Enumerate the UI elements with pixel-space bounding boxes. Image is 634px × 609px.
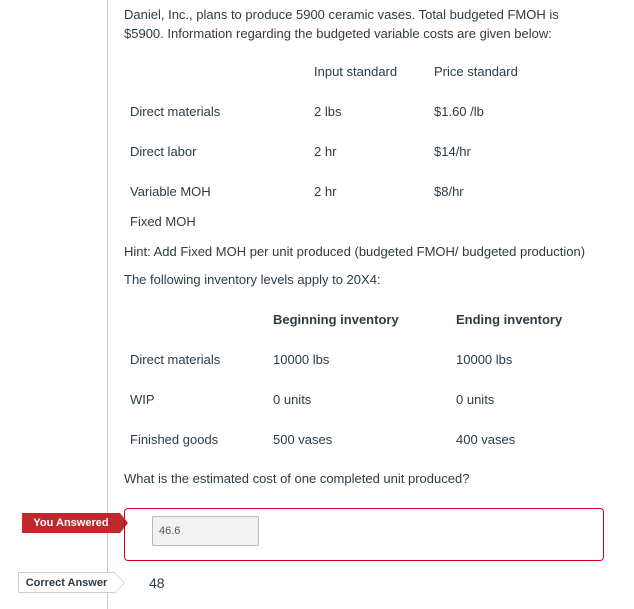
you-answered-label: You Answered [33, 517, 109, 529]
cell-input-direct-materials: 2 lbs [314, 104, 342, 119]
inv-end-finished-goods: 400 vases [456, 432, 516, 447]
correct-answer-value: 48 [149, 575, 165, 591]
inv-begin-direct-materials: 10000 lbs [273, 352, 330, 367]
cell-price-direct-labor: $14/hr [434, 144, 471, 159]
intro-line-2: $5900. Information regarding the budgeted variable costs are given below: [124, 26, 552, 41]
inv-begin-finished-goods: 500 vases [273, 432, 333, 447]
correct-answer-tag [18, 572, 114, 593]
row-label-fixed-moh: Fixed MOH [130, 214, 196, 229]
user-answer-box [124, 508, 604, 561]
inv-begin-wip: 0 units [273, 392, 312, 407]
you-answered-tag [22, 513, 120, 533]
row-label-direct-materials: Direct materials [130, 104, 221, 119]
cell-price-variable-moh: $8/hr [434, 184, 464, 199]
header-input-standard: Input standard [314, 64, 398, 79]
header-beginning-inventory: Beginning inventory [273, 312, 399, 327]
intro-line-1: Daniel, Inc., plans to produce 5900 ceramic vases. Total budgeted FMOH is [124, 7, 559, 22]
header-price-standard: Price standard [434, 64, 518, 79]
inv-label-finished-goods: Finished goods [130, 432, 219, 447]
user-answer-input[interactable]: 46.6 [152, 516, 259, 546]
correct-answer-label: Correct Answer [25, 576, 108, 589]
inv-end-wip: 0 units [456, 392, 495, 407]
cell-price-direct-materials: $1.60 /lb [434, 104, 484, 119]
header-ending-inventory: Ending inventory [456, 312, 563, 327]
inv-label-wip: WIP [130, 392, 155, 407]
question-prompt: What is the estimated cost of one completed unit produced? [124, 471, 470, 486]
inventory-intro: The following inventory levels apply to 20X4: [124, 272, 381, 287]
row-label-direct-labor: Direct labor [130, 144, 197, 159]
inv-label-direct-materials: Direct materials [130, 352, 221, 367]
hint-text: Hint: Add Fixed MOH per unit produced (budgeted FMOH/ budgeted production) [124, 244, 586, 259]
cell-input-direct-labor: 2 hr [314, 144, 337, 159]
row-label-variable-moh: Variable MOH [130, 184, 211, 199]
inv-end-direct-materials: 10000 lbs [456, 352, 513, 367]
cell-input-variable-moh: 2 hr [314, 184, 337, 199]
